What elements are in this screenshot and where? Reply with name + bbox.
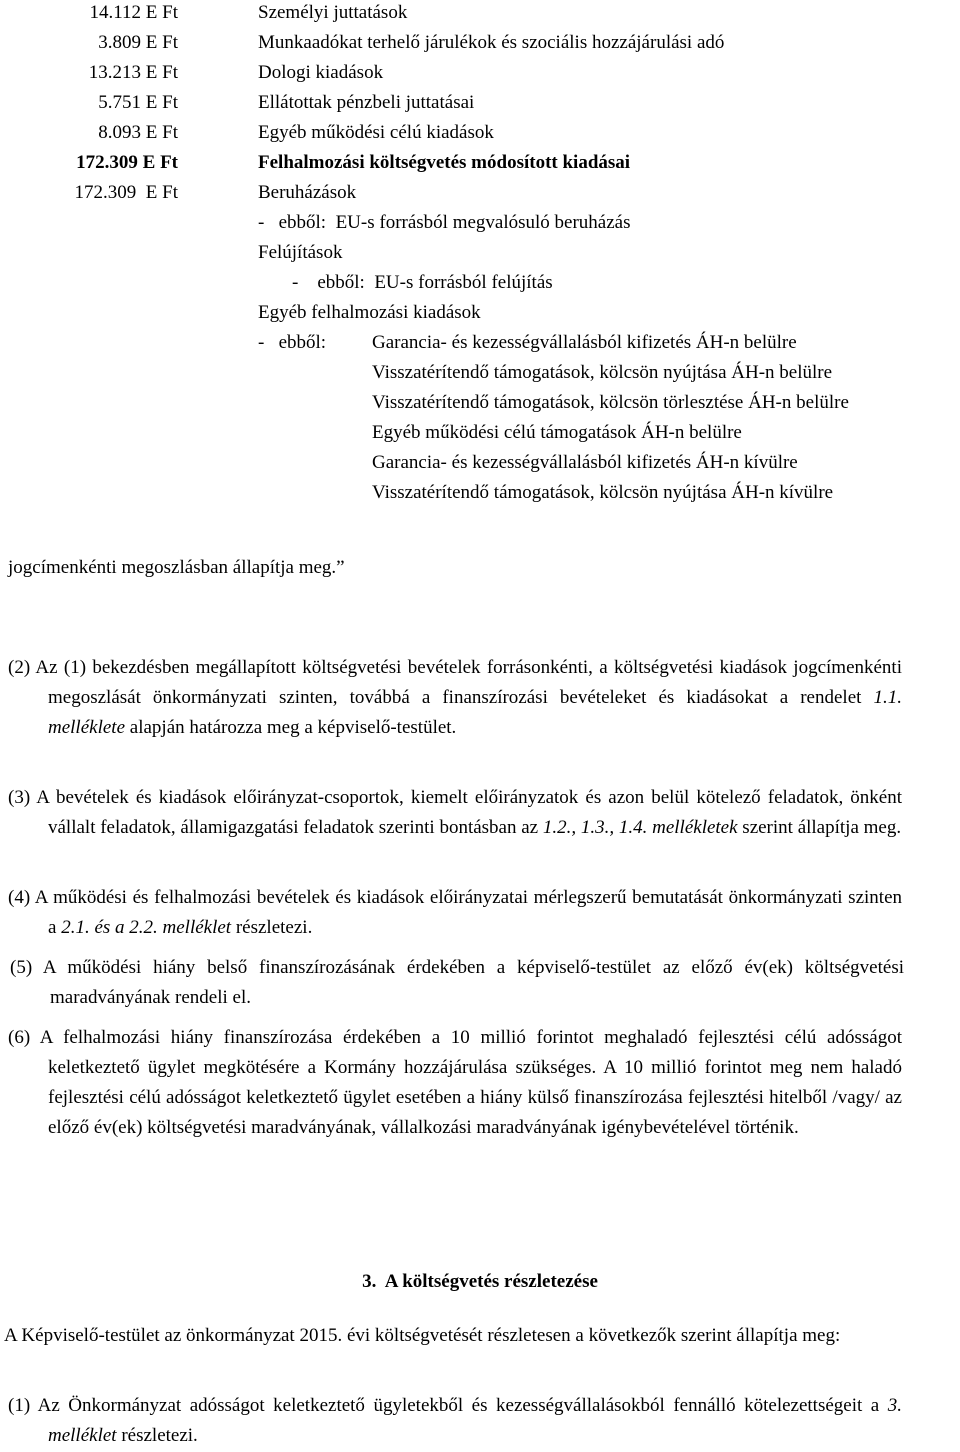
label-cell: Munkaadókat terhelő járulékok és szociális hozzájárulási adó bbox=[258, 32, 725, 53]
ebbol-item: Egyéb működési célú támogatások ÁH-n belülre bbox=[372, 422, 742, 443]
paragraph-text: (6) A felhalmozási hiány finanszírozása érdekében a 10 millió forintot meghaladó fejlesztési célú adósságot keletkeztető ügylet megkötésére a Kormány hozzájárulása szükséges. A 10 millió forintot meg nem haladó fejlesztési célú adósságot keletkeztető ügylet esetében a hiány külső finanszírozása fejlesztési hitelből /vagy/ az előző év(ek) költségvetési maradványának, vállalkozási maradványának igénybevételével történik. bbox=[8, 1027, 902, 1138]
label-cell: Egyéb működési célú kiadások bbox=[258, 122, 494, 143]
label-cell-bold: Felhalmozási költségvetés módosított kiadásai bbox=[258, 152, 631, 173]
amount-cell: 14.112 E Ft bbox=[89, 2, 178, 23]
paragraph-text: részletezi. bbox=[116, 1425, 198, 1446]
section-heading: 3. A költségvetés részletezése bbox=[362, 1271, 598, 1292]
paragraph-3 bbox=[8, 783, 902, 843]
ebbol-item: Visszatérítendő támogatások, kölcsön törlesztése ÁH-n belülre bbox=[372, 392, 849, 413]
label-cell: Dologi kiadások bbox=[258, 62, 384, 83]
amount-cell: 3.809 E Ft bbox=[98, 32, 178, 53]
paragraph-6 bbox=[8, 1023, 902, 1143]
paragraph-text: (5) A működési hiány belső finanszírozásának érdekében a képviselő-testület az előző év(ek) költségvetési maradványának rendeli el. bbox=[10, 957, 904, 1008]
annex-reference: 1.2., 1.3., 1.4. mellékletek bbox=[542, 817, 738, 838]
annex-reference: 1.1. melléklete bbox=[48, 687, 902, 738]
ebbol-item: Visszatérítendő támogatások, kölcsön nyújtása ÁH-n kívülre bbox=[372, 482, 834, 503]
label-cell: Személyi juttatások bbox=[258, 2, 408, 23]
ebbol-item: Garancia- és kezességvállalásból kifizetés ÁH-n kívülre bbox=[372, 452, 798, 473]
paragraph-text: részletezi. bbox=[231, 917, 313, 938]
ebbol-item: Visszatérítendő támogatások, kölcsön nyújtása ÁH-n belülre bbox=[372, 362, 833, 383]
paragraph-text: (2) Az (1) bekezdésben megállapított költségvetési bevételek forrásonkénti, a költségvetési kiadások jogcímenkénti megoszlását önkormányzati szinten, továbbá a finanszírozási bevételeket és kiadásokat a rendelet bbox=[8, 657, 902, 708]
amount-cell: 172.309 E Ft bbox=[74, 182, 178, 203]
paragraph-5 bbox=[10, 953, 904, 1013]
label-cell: Ellátottak pénzbeli juttatásai bbox=[258, 92, 475, 113]
closing-line: jogcímenkénti megoszlásban állapítja meg.” bbox=[8, 557, 345, 578]
annex-reference: 2.1. és a 2.2. melléklet bbox=[61, 917, 232, 938]
section-intro: A Képviselő-testület az önkormányzat 2015. évi költségvetését részletesen a következők szerint állapítja meg: bbox=[4, 1325, 841, 1346]
label-cell: Beruházások bbox=[258, 182, 357, 203]
section-paragraph-1 bbox=[8, 1391, 902, 1451]
amount-cell: 8.093 E Ft bbox=[98, 122, 178, 143]
paragraph-text: szerint állapítja meg. bbox=[737, 817, 902, 838]
amount-cell-bold: 172.309 E Ft bbox=[76, 152, 178, 173]
sub-item: Felújítások bbox=[258, 242, 343, 263]
ebbol-item: Garancia- és kezességvállalásból kifizetés ÁH-n belülre bbox=[372, 332, 797, 353]
paragraph-text: (1) Az Önkormányzat adósságot keletkeztető ügyletekből és kezességvállalásokból fennálló kötelezettségeit a bbox=[8, 1395, 888, 1416]
paragraph-text: alapján határozza meg a képviselő-testület. bbox=[125, 717, 457, 738]
paragraph-4 bbox=[8, 883, 902, 943]
sub-item: - ebből: EU-s forrásból felújítás bbox=[292, 272, 553, 293]
annex-reference: 3. melléklet bbox=[48, 1395, 902, 1446]
ebbol-prefix: - ebből: bbox=[258, 332, 327, 353]
paragraph-text: (4) A működési és felhalmozási bevételek és kiadások előirányzatai mérlegszerű bemutatását önkormányzati szinten a bbox=[8, 887, 902, 938]
sub-item: Egyéb felhalmozási kiadások bbox=[258, 302, 481, 323]
paragraph-text: (3) A bevételek és kiadások előirányzat-csoportok, kiemelt előirányzatok és azon belül kötelező feladatok, önként vállalt feladatok, államigazgatási feladatok szerinti bontásban az bbox=[8, 787, 902, 838]
amount-cell: 13.213 E Ft bbox=[88, 62, 178, 83]
sub-item: - ebből: EU-s forrásból megvalósuló beruházás bbox=[258, 212, 631, 233]
amount-cell: 5.751 E Ft bbox=[98, 92, 178, 113]
paragraph-2 bbox=[8, 653, 902, 743]
